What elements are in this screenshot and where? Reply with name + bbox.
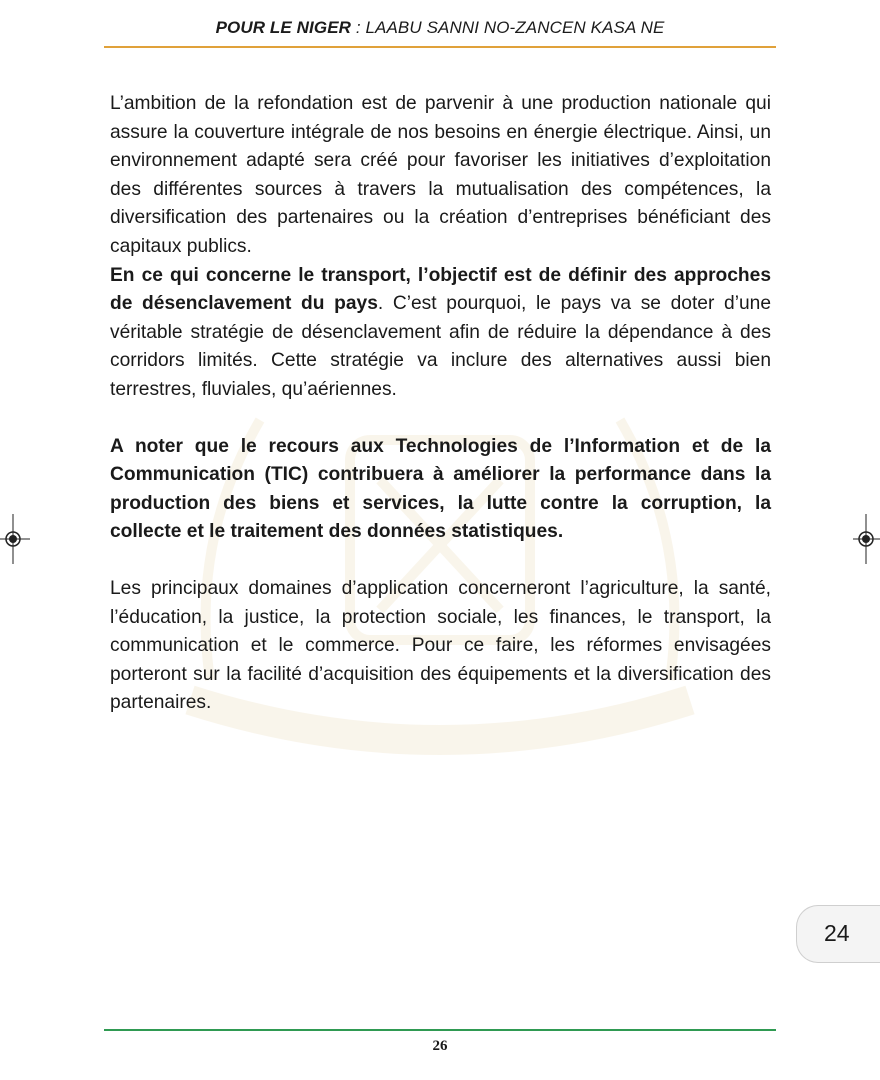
header-title-rest: : LAABU SANNI NO-ZANCEN KASA NE: [351, 18, 665, 37]
paragraph-energy: L’ambition de la refondation est de parvenir à une production nationale qui assure la couverture intégrale de nos besoins en énergie électrique. Ainsi, un environnement adapté sera créé pour favoriser les initiatives d’exploitation des différentes sources à travers la mutualisation des compétences, la diversification des partenaires ou la création d’entreprises bénéficiant des capitaux publics.: [110, 93, 771, 257]
registration-mark-right-icon: [853, 514, 880, 564]
registration-mark-left-icon: [0, 514, 30, 564]
paragraph-transport: [110, 262, 771, 405]
running-header: [104, 18, 776, 38]
paragraph-tic-bold: A noter que le recours aux Technologies de l’Information et de la Communication (TIC) contribuera à améliorer la performance dans la production des biens et services, la lutte contre la corruption, la collecte et le traitement des données statistiques.: [110, 435, 771, 543]
header-rule: [104, 46, 776, 48]
header-title-bold: POUR LE NIGER: [215, 18, 352, 37]
paragraph-domains: Les principaux domaines d’application concerneront l’agriculture, la santé, l’éducation, la justice, la protection sociale, les finances, le transport, la communication et le commerce. Pour ce faire, les réformes envisagées porteront sur la facilité d’acquisition des équipements et la diversification des partenaires.: [110, 577, 771, 714]
paragraph-gap: [110, 547, 771, 575]
paragraph-gap: [110, 405, 771, 433]
page-indicator-badge[interactable]: [796, 905, 880, 963]
footer-page-number: 26: [432, 1038, 448, 1054]
paragraph-transport-bold: En ce qui concerne le transport, l’objectif est de définir des approches de désenclavement du pays: [110, 264, 771, 315]
paragraph-transport-rest: . C’est pourquoi, le pays va se doter d’une véritable stratégie de désenclavement afin de réduire la dépendance à des corridors limités. Cette stratégie va inclure des alternatives aussi bien terrestres, fluviales, qu’aériennes.: [110, 293, 771, 400]
page-indicator-number: 24: [824, 920, 850, 946]
page-body: [110, 90, 771, 718]
paragraph-tic: [110, 433, 771, 547]
footer-rule: [104, 1029, 776, 1031]
